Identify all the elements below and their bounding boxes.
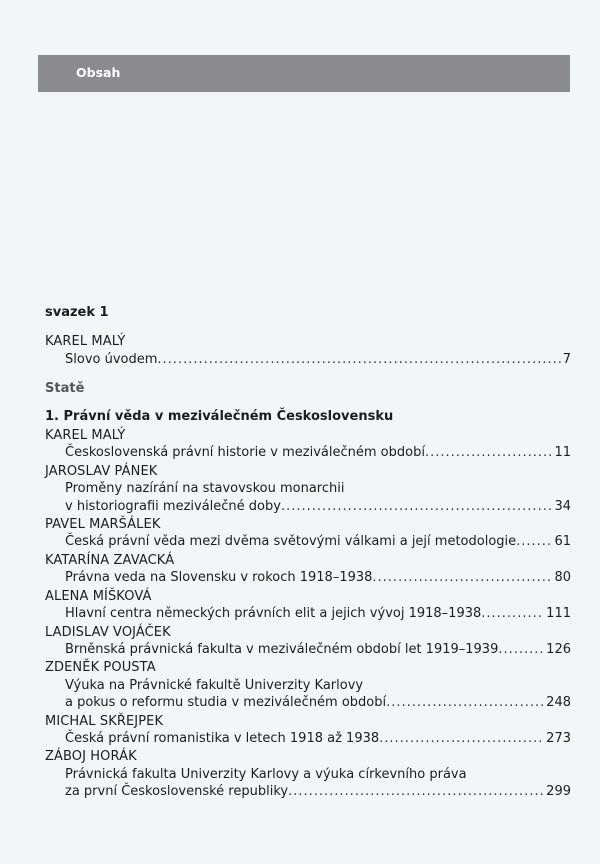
entry-page: 34 — [554, 498, 571, 514]
dot-leader — [481, 605, 544, 622]
entry-author: ZDENĚK POUSTA — [45, 660, 156, 676]
entry-page: 248 — [546, 695, 571, 711]
entry-line — [45, 677, 571, 694]
entry-author: JAROSLAV PÁNEK — [45, 463, 158, 479]
entry-title: Československá právní historie v meziválečném období — [65, 445, 425, 461]
entry-page: 11 — [554, 445, 571, 461]
entry-line — [45, 351, 571, 368]
entry-line — [45, 783, 571, 800]
dot-leader — [379, 730, 544, 747]
entry-author: ZÁBOJ HORÁK — [45, 749, 137, 765]
entry-title: Hlavní centra německých právních elit a jejich vývoj 1918–1938 — [65, 606, 482, 622]
toc-entry — [45, 748, 571, 800]
dot-leader — [281, 498, 553, 515]
entry-author: KAREL MALÝ — [45, 428, 126, 444]
entry-title: Proměny nazírání na stavovskou monarchii — [65, 481, 345, 497]
toc-entry — [45, 588, 571, 623]
contents-title: Obsah — [76, 65, 121, 80]
toc-entry — [45, 427, 571, 462]
toc-entry — [45, 713, 571, 748]
entry-line — [45, 694, 571, 711]
entry-line — [45, 569, 571, 586]
table-of-contents — [45, 304, 571, 802]
entry-title: Česká právní romanistika v letech 1918 až 1938 — [65, 730, 380, 746]
entry-line — [45, 444, 571, 461]
entry-line — [45, 766, 571, 783]
contents-header-bar — [38, 55, 570, 92]
entry-title: a pokus o reformu studia v meziválečném období — [65, 695, 387, 711]
entry-line — [45, 730, 571, 747]
dot-leader — [425, 444, 552, 461]
entry-line — [45, 605, 571, 622]
entry-author: KATARÍNA ZAVACKÁ — [45, 552, 175, 568]
entry-title: za první Československé republiky — [65, 784, 289, 800]
toc-entry — [45, 659, 571, 711]
entry-author: KAREL MALÝ — [45, 334, 126, 350]
entry-page: 111 — [546, 606, 571, 622]
entry-title: Právna veda na Slovensku v rokoch 1918–1938 — [65, 570, 373, 586]
entry-title: Česká právní věda mezi dvěma světovými válkami a její metodologie — [65, 534, 517, 550]
volume-label: svazek 1 — [45, 305, 109, 320]
entry-title: Výuka na Právnické fakultě Univerzity Karlovy — [65, 677, 364, 693]
entry-title: Právnická fakulta Univerzity Karlovy a výuka církevního práva — [65, 766, 467, 782]
entry-title: v historiografii meziválečné doby — [65, 498, 281, 514]
entry-author: LADISLAV VOJÁČEK — [45, 624, 171, 640]
entry-line — [45, 641, 571, 658]
entry-page: 7 — [562, 351, 571, 367]
toc-entry — [45, 516, 571, 551]
toc-entry — [45, 463, 571, 515]
dot-leader — [498, 641, 544, 658]
entry-page: 299 — [546, 784, 571, 800]
entry-title: Slovo úvodem — [65, 351, 158, 367]
entry-author: ALENA MÍŠKOVÁ — [45, 588, 152, 604]
chapter-heading: 1. Právní věda v meziválečném Československu — [45, 408, 394, 424]
entry-page: 61 — [554, 534, 571, 550]
entry-page: 273 — [546, 730, 571, 746]
toc-entry-intro — [45, 333, 571, 368]
toc-entries — [45, 427, 571, 801]
entry-author: PAVEL MARŠÁLEK — [45, 517, 161, 533]
entry-line — [45, 533, 571, 550]
entry-page: 80 — [554, 570, 571, 586]
dot-leader — [157, 351, 560, 368]
toc-entry — [45, 552, 571, 587]
entry-author: MICHAL SKŘEJPEK — [45, 713, 164, 729]
section-heading: Statě — [45, 381, 85, 397]
dot-leader — [516, 533, 552, 550]
entry-title: Brněnská právnická fakulta v meziválečném období let 1919–1939 — [65, 641, 499, 657]
toc-entry — [45, 624, 571, 659]
entry-line — [45, 498, 571, 515]
dot-leader — [386, 694, 544, 711]
entry-line — [45, 480, 571, 497]
entry-page: 126 — [546, 641, 571, 657]
dot-leader — [372, 569, 552, 586]
dot-leader — [288, 783, 544, 800]
